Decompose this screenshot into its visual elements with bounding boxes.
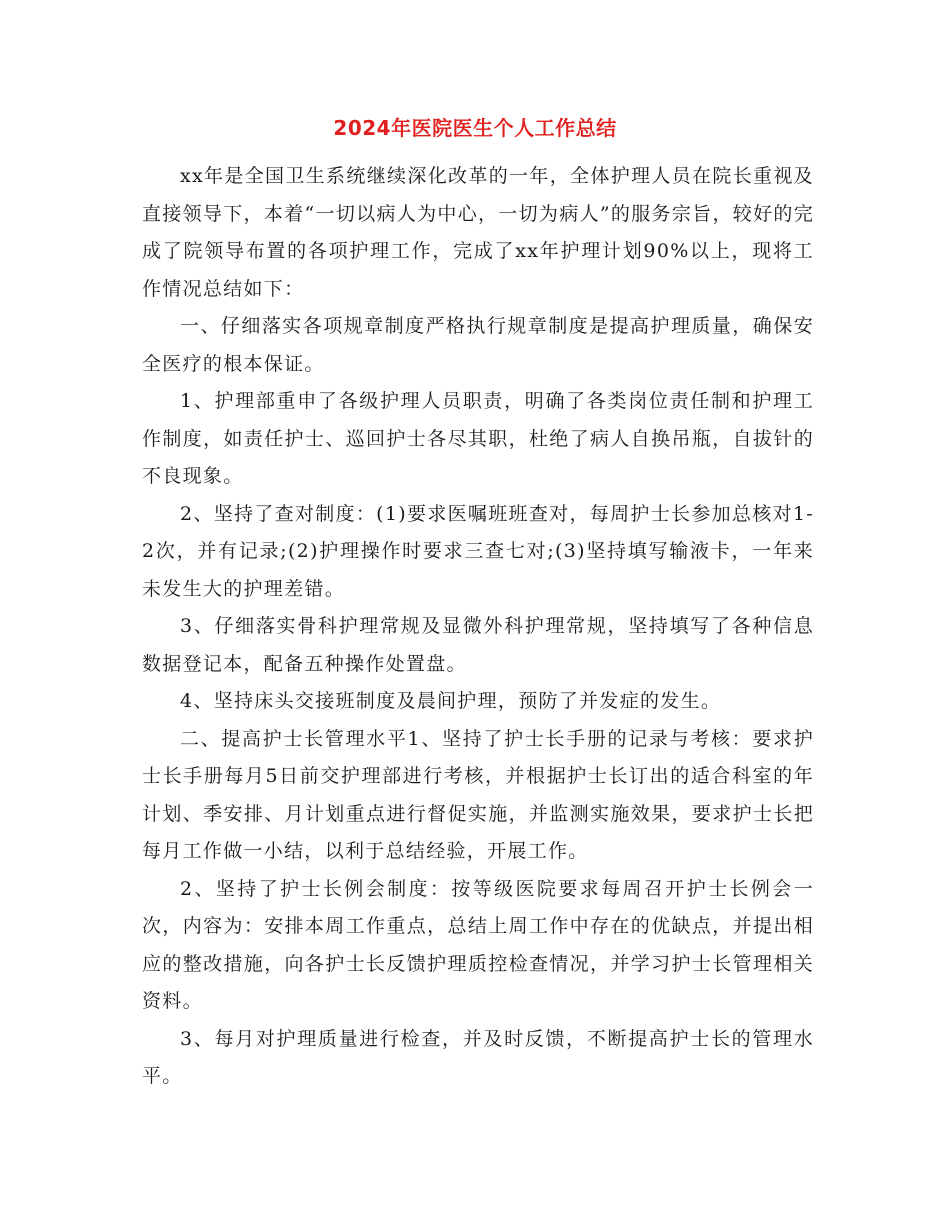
- document-body: [142, 158, 814, 1096]
- paragraph-section-2: 二、提高护士长管理水平1、坚持了护士长手册的记录与考核：要求护士长手册每月5日前交护理部进行考核，并根据护士长订出的适合科室的年计划、季安排、月计划重点进行督促实施，并监测实施效果，要求护士长把每月工作做一小结，以利于总结经验，开展工作。: [142, 727, 814, 862]
- document-title: 2024年医院医生个人工作总结: [333, 116, 617, 140]
- paragraph-item-2: 2、坚持了查对制度：(1)要求医嘱班班查对，每周护士长参加总核对1-2次，并有记录;(2)护理操作时要求三查七对;(3)坚持填写输液卡，一年来未发生大的护理差错。: [142, 502, 814, 600]
- paragraph-item-3: 3、仔细落实骨科护理常规及显微外科护理常规，坚持填写了各种信息数据登记本，配备五种操作处置盘。: [142, 615, 814, 675]
- paragraph-item-4: 4、坚持床头交接班制度及晨间护理，预防了并发症的发生。: [180, 690, 722, 712]
- paragraph-section-1-heading: 一、仔细落实各项规章制度严格执行规章制度是提高护理质量，确保安全医疗的根本保证。: [142, 315, 814, 375]
- paragraph-intro: xx年是全国卫生系统继续深化改革的一年，全体护理人员在院长重视及直接领导下，本着“一切以病人为中心，一切为病人”的服务宗旨，较好的完成了院领导布置的各项护理工作，完成了xx年护理计划90%以上，现将工作情况总结如下：: [142, 165, 814, 300]
- paragraph-section-2-item-3: 3、每月对护理质量进行检查，并及时反馈，不断提高护士长的管理水平。: [142, 1027, 814, 1087]
- paragraph-section-2-item-2: 2、坚持了护士长例会制度：按等级医院要求每周召开护士长例会一次，内容为：安排本周工作重点，总结上周工作中存在的优缺点，并提出相应的整改措施，向各护士长反馈护理质控检查情况，并学习护士长管理相关资料。: [142, 877, 814, 1012]
- paragraph-item-1: 1、护理部重申了各级护理人员职责，明确了各类岗位责任制和护理工作制度，如责任护士、巡回护士各尽其职，杜绝了病人自换吊瓶，自拔针的不良现象。: [142, 390, 814, 487]
